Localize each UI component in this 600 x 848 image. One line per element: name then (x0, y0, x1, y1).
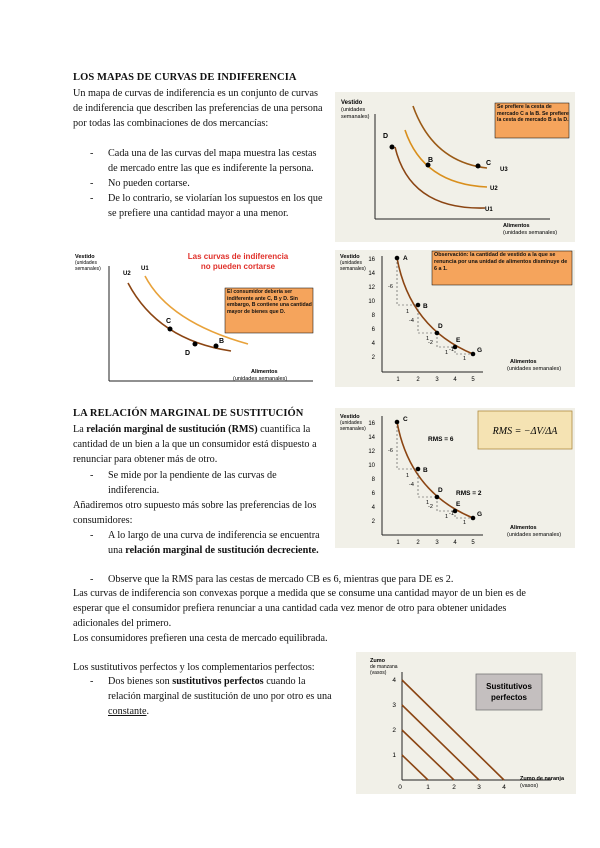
bullet-list-rms-2 (73, 528, 333, 558)
term-rms: relación marginal de sustitución (RMS) (86, 424, 258, 435)
x-tick: 5 (471, 377, 475, 383)
label-point: D (438, 323, 443, 330)
x-axis-label: Alimentos (503, 223, 530, 229)
list-item: - Se mide por la pendiente de las curvas de indiferencia. (73, 468, 313, 498)
y-axis-label-2: de manzana (370, 664, 398, 670)
x-axis-label: Zumo de naranja (520, 776, 565, 782)
y-axis-label-3: semanales) (340, 426, 366, 432)
y-tick: 6 (371, 327, 375, 333)
x-tick: 2 (416, 540, 420, 546)
figure-title-2: no pueden cortarse (200, 262, 276, 271)
delta-label: -2 (428, 504, 433, 510)
figure-curves-cannot-cross (73, 248, 328, 386)
delta-label: -1 (449, 511, 454, 517)
label-point: A (403, 255, 408, 262)
y-tick: 12 (368, 449, 375, 455)
bullet-list-perfectos (73, 674, 333, 719)
figure-perfect-substitutes (356, 652, 576, 794)
x-axis-label-2: (unidades semanales) (233, 376, 288, 382)
paragraph-equilibrada: Los consumidores prefieren una cesta de mercado equilibrada. (73, 633, 328, 644)
label-b: B (428, 157, 434, 164)
y-tick: 10 (368, 299, 375, 305)
point-d (435, 495, 440, 500)
section-title-rms: LA RELACIÓN MARGINAL DE SUSTITUCIÓN (73, 408, 304, 419)
label-d: D (383, 133, 389, 140)
point-g (471, 352, 476, 357)
point-b (214, 344, 219, 349)
figure-rms-curve (335, 408, 575, 548)
label-c: C (486, 160, 492, 167)
delta-label: -1 (449, 347, 454, 353)
y-tick: 8 (371, 477, 375, 483)
list-item: - No pueden cortarse. (73, 176, 328, 191)
label-point: E (456, 337, 461, 344)
list-item: - Cada una de las curvas del mapa muestra las cestas de mercado entre las que es indiferente la persona. (73, 146, 328, 176)
y-axis-label-3: (vasos) (370, 670, 387, 676)
term-sustitutivos-perfectos: sustitutivos perfectos (172, 676, 264, 687)
point-d (390, 145, 395, 150)
label-point: G (477, 511, 483, 518)
text-span: cuando la relación marginal de sustitución de uno por otro es una (108, 676, 332, 702)
term-rms-decreciente: relación marginal de sustitución decreciente. (125, 545, 319, 556)
x-axis-label: Alimentos (510, 359, 537, 365)
y-tick: 2 (371, 355, 375, 361)
list-item: - De lo contrario, se violarían los supuestos en los que se prefiere una cantidad mayor a una menor. (73, 191, 328, 221)
y-tick: 6 (371, 491, 375, 497)
label-u1: U1 (141, 266, 149, 272)
text-span: cuantifica la cantidad de un bien a la que un consumidor está dispuesto a renunciar para obtener más de otro. (73, 424, 317, 465)
x-tick: 2 (416, 377, 420, 383)
y-axis-label-3: semanales) (341, 114, 370, 120)
label-c: C (166, 318, 172, 325)
x-axis-label: Alimentos (510, 525, 537, 531)
label-u3: U3 (500, 167, 508, 173)
text-span: A lo largo de una curva de indiferencia se encuentra una (108, 530, 320, 556)
label-rms-6: RMS = 6 (428, 436, 454, 443)
y-tick: 3 (392, 702, 396, 709)
delta-label: 1 (406, 473, 410, 479)
paragraph-perfectos: Los sustitutivos perfectos y los complementarios perfectos: (73, 662, 315, 673)
delta-label: -6 (388, 284, 393, 290)
figure-title-1: Sustitutivos (486, 682, 532, 691)
y-axis-label: Vestido (340, 414, 360, 420)
y-tick: 1 (392, 752, 396, 759)
label-u1: U1 (485, 207, 493, 213)
bullet-list-rms-3 (73, 572, 543, 587)
y-tick: 10 (368, 463, 375, 469)
x-axis-label: Alimentos (251, 369, 278, 375)
paragraph-convexas: Las curvas de indiferencia son convexas porque a medida que se consume una cantidad mayor de un bien es de esperar que el consumidor prefiera renunciar a una cantidad cada vez menor de otro para obtener unidades adicionales del primero. (73, 588, 526, 629)
text-span: Dos bienes son (108, 676, 173, 687)
y-axis-label: Zumo (370, 658, 385, 664)
y-axis-label-2: (unidades (75, 260, 97, 266)
label-point: B (423, 303, 428, 310)
label-point: C (403, 416, 408, 423)
point-a (395, 256, 400, 261)
x-tick: 4 (453, 540, 457, 546)
point-d (193, 342, 198, 347)
bullet-list-rms-1 (73, 468, 313, 498)
y-axis-label-3: semanales) (340, 266, 366, 272)
delta-label: 1 (445, 350, 449, 356)
point-g (471, 516, 476, 521)
point-b (416, 303, 421, 308)
delta-label: 1 (426, 500, 430, 506)
y-axis-label: Vestido (75, 254, 95, 260)
x-tick: 1 (396, 377, 400, 383)
point-d (435, 331, 440, 336)
delta-label: -4 (409, 318, 414, 324)
x-axis-label-2: (vasos) (520, 783, 539, 789)
label-rms-2: RMS = 2 (456, 490, 482, 497)
formula-rms: RMS = −ΔV/ΔA (492, 426, 558, 437)
x-axis-label-2: (unidades semanales) (507, 532, 562, 538)
label-d: D (185, 350, 191, 357)
y-tick: 4 (371, 505, 375, 511)
note-text: Se prefiere la cesta de mercado C a la B. Se prefiere la cesta de mercado B a la D. (497, 104, 569, 124)
y-tick: 14 (368, 271, 375, 277)
y-tick: 8 (371, 313, 375, 319)
delta-label: 1 (445, 514, 449, 520)
figure-rms-observation (335, 250, 575, 387)
y-axis-label: Vestido (340, 254, 360, 260)
delta-label: 1 (463, 356, 467, 362)
x-tick: 3 (435, 377, 439, 383)
delta-label: -2 (428, 340, 433, 346)
point-b (416, 467, 421, 472)
x-tick: 4 (453, 377, 457, 383)
figure-title-1: Las curvas de indiferencia (187, 252, 289, 261)
y-tick: 12 (368, 285, 375, 291)
paragraph-mapas: Un mapa de curvas de indiferencia es un conjunto de curvas de indiferencia que describen las preferencias de una persona por todas las combinaciones de dos mercancías: (73, 88, 323, 129)
y-axis-label-3: semanales) (75, 266, 101, 272)
y-axis-label-2: (unidades (340, 420, 362, 426)
paragraph-supuesto: Añadiremos otro supuesto más sobre las preferencias de los consumidores: (73, 500, 317, 526)
y-axis-label-2: (unidades (341, 107, 366, 113)
label-point: G (477, 347, 483, 354)
label-u2: U2 (123, 271, 131, 277)
y-axis-label: Vestido (341, 100, 363, 106)
x-tick: 1 (426, 784, 430, 791)
label-point: D (438, 487, 443, 494)
x-tick: 2 (452, 784, 456, 791)
y-tick: 2 (371, 519, 375, 525)
label-b: B (219, 338, 225, 345)
point-c (395, 420, 400, 425)
paragraph-rms (73, 422, 328, 467)
delta-label: 1 (463, 520, 467, 526)
y-tick: 16 (368, 421, 375, 427)
delta-label: -6 (388, 448, 393, 454)
title-box (476, 674, 542, 710)
label-point: B (423, 467, 428, 474)
note-text: Observación: la cantidad de vestido a la que se renuncia por una unidad de alimentos disminuye de 6 a 1. (434, 252, 568, 272)
bullet-list-mapas (73, 146, 328, 221)
x-tick: 0 (398, 784, 402, 791)
y-tick: 4 (371, 341, 375, 347)
x-axis-label-2: (unidades semanales) (507, 366, 562, 372)
point-c (476, 164, 481, 169)
list-item (73, 674, 333, 719)
note-text: El consumidor debería ser indiferente ante C, B y D. Sin embargo, B contiene una cantidad mayor de bienes que D. (227, 289, 312, 315)
section-title-mapas: LOS MAPAS DE CURVAS DE INDIFERENCIA (73, 72, 297, 83)
label-point: E (456, 501, 461, 508)
x-tick: 5 (471, 540, 475, 546)
x-axis-label-2: (unidades semanales) (503, 230, 558, 236)
delta-label: -4 (409, 482, 414, 488)
figure-indifference-map (335, 92, 575, 242)
list-item: - Observe que la RMS para las cestas de mercado CB es 6, mientras que para DE es 2. (73, 572, 543, 587)
y-tick: 2 (392, 727, 396, 734)
y-tick: 14 (368, 435, 375, 441)
delta-label: 1 (426, 336, 430, 342)
list-item (73, 528, 333, 558)
text-span: . (146, 706, 150, 717)
y-tick: 4 (392, 677, 396, 684)
point-c (168, 327, 173, 332)
x-tick: 3 (477, 784, 481, 791)
x-tick: 3 (435, 540, 439, 546)
y-tick: 16 (368, 257, 375, 263)
y-axis-label-2: (unidades (340, 260, 362, 266)
x-tick: 4 (502, 784, 506, 791)
label-u2: U2 (490, 186, 498, 192)
text-span: La (73, 424, 87, 435)
term-constante: constante (108, 706, 147, 717)
delta-label: 1 (406, 309, 410, 315)
x-tick: 1 (396, 540, 400, 546)
figure-title-2: perfectos (490, 693, 528, 702)
